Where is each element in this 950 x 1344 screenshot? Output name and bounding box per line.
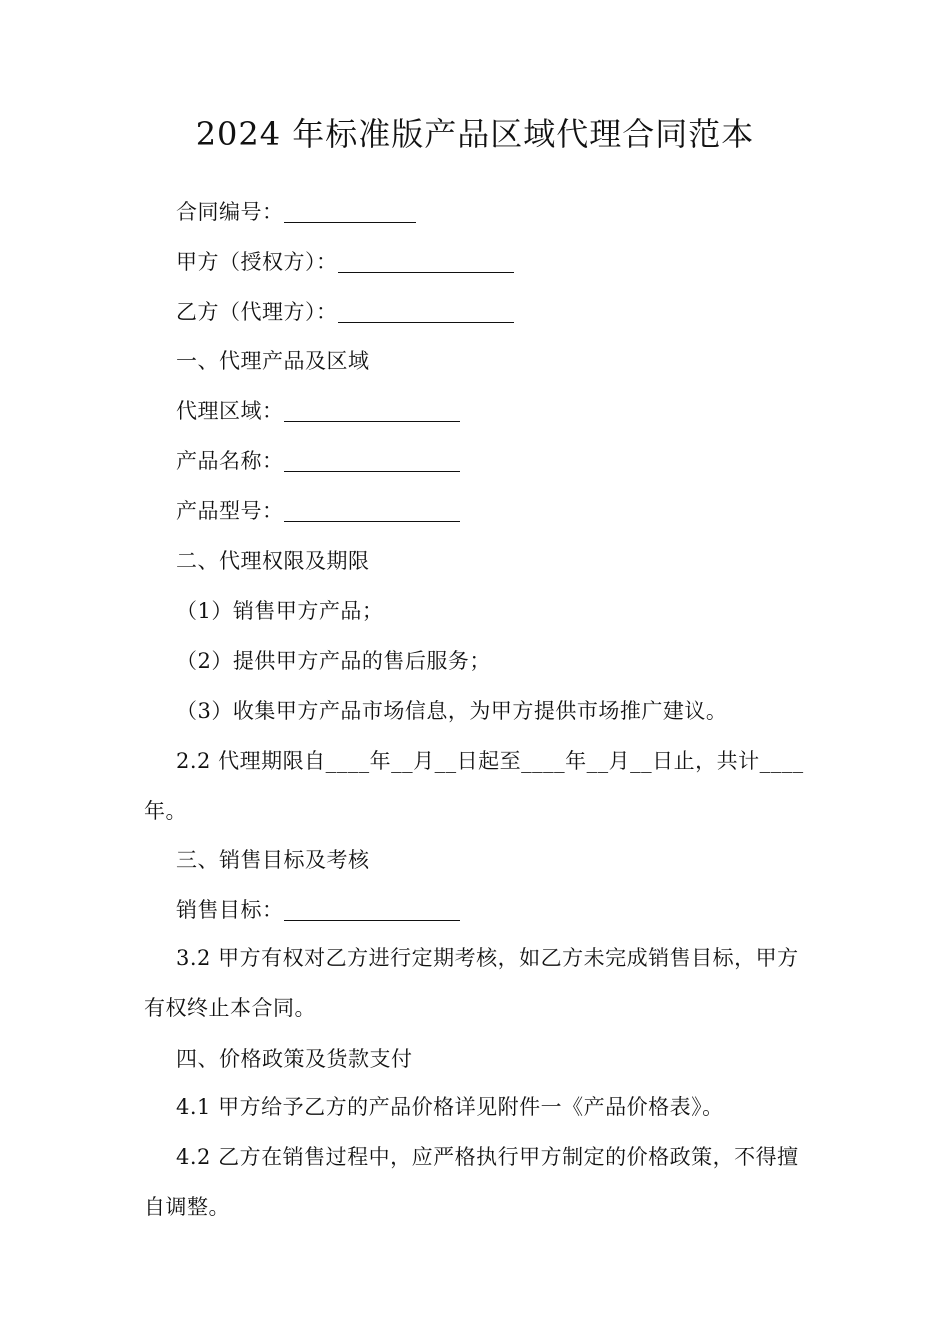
product-name-label: 产品名称：	[176, 449, 284, 473]
product-name-row	[176, 446, 460, 476]
list-item-1: （1）销售甲方产品；	[176, 599, 384, 623]
clause-4-1: 4.1 甲方给予乙方的产品价格详见附件一《产品价格表》。	[176, 1095, 724, 1119]
list-item-3: （3）收集甲方产品市场信息，为甲方提供市场推广建议。	[176, 699, 728, 723]
section-2-heading: 二、代理权限及期限	[176, 549, 370, 573]
clause-2-2: 2.2 代理期限自____年__月__日起至____年__月__日止，共计____年。	[144, 749, 804, 823]
sales-target-blank	[284, 900, 460, 921]
agency-region-label: 代理区域：	[176, 399, 284, 423]
product-model-row	[176, 496, 460, 526]
party-b-blank	[338, 302, 514, 323]
contract-no-label: 合同编号：	[176, 200, 284, 224]
party-b-label: 乙方（代理方）：	[176, 300, 338, 324]
product-model-label: 产品型号：	[176, 499, 284, 523]
agency-region-row	[176, 396, 460, 426]
product-name-blank	[284, 451, 460, 472]
product-model-blank	[284, 501, 460, 522]
contract-no-row	[176, 197, 416, 227]
section-1-heading: 一、代理产品及区域	[176, 349, 370, 373]
list-item-2: （2）提供甲方产品的售后服务；	[176, 649, 491, 673]
party-a-label: 甲方（授权方）：	[176, 250, 338, 274]
section-3-heading: 三、销售目标及考核	[176, 848, 370, 872]
document-title: 2024 年标准版产品区域代理合同范本	[195, 115, 755, 153]
sales-target-label: 销售目标：	[176, 898, 284, 922]
clause-3-2: 3.2 甲方有权对乙方进行定期考核，如乙方未完成销售目标，甲方有权终止本合同。	[144, 946, 799, 1020]
sales-target-row	[176, 895, 460, 925]
party-a-row	[176, 247, 514, 277]
contract-no-blank	[284, 202, 416, 223]
agency-region-blank	[284, 401, 460, 422]
clause-4-2: 4.2 乙方在销售过程中，应严格执行甲方制定的价格政策，不得擅自调整。	[144, 1145, 799, 1219]
section-4-heading: 四、价格政策及货款支付	[176, 1047, 413, 1071]
party-b-row	[176, 297, 514, 327]
party-a-blank	[338, 252, 514, 273]
